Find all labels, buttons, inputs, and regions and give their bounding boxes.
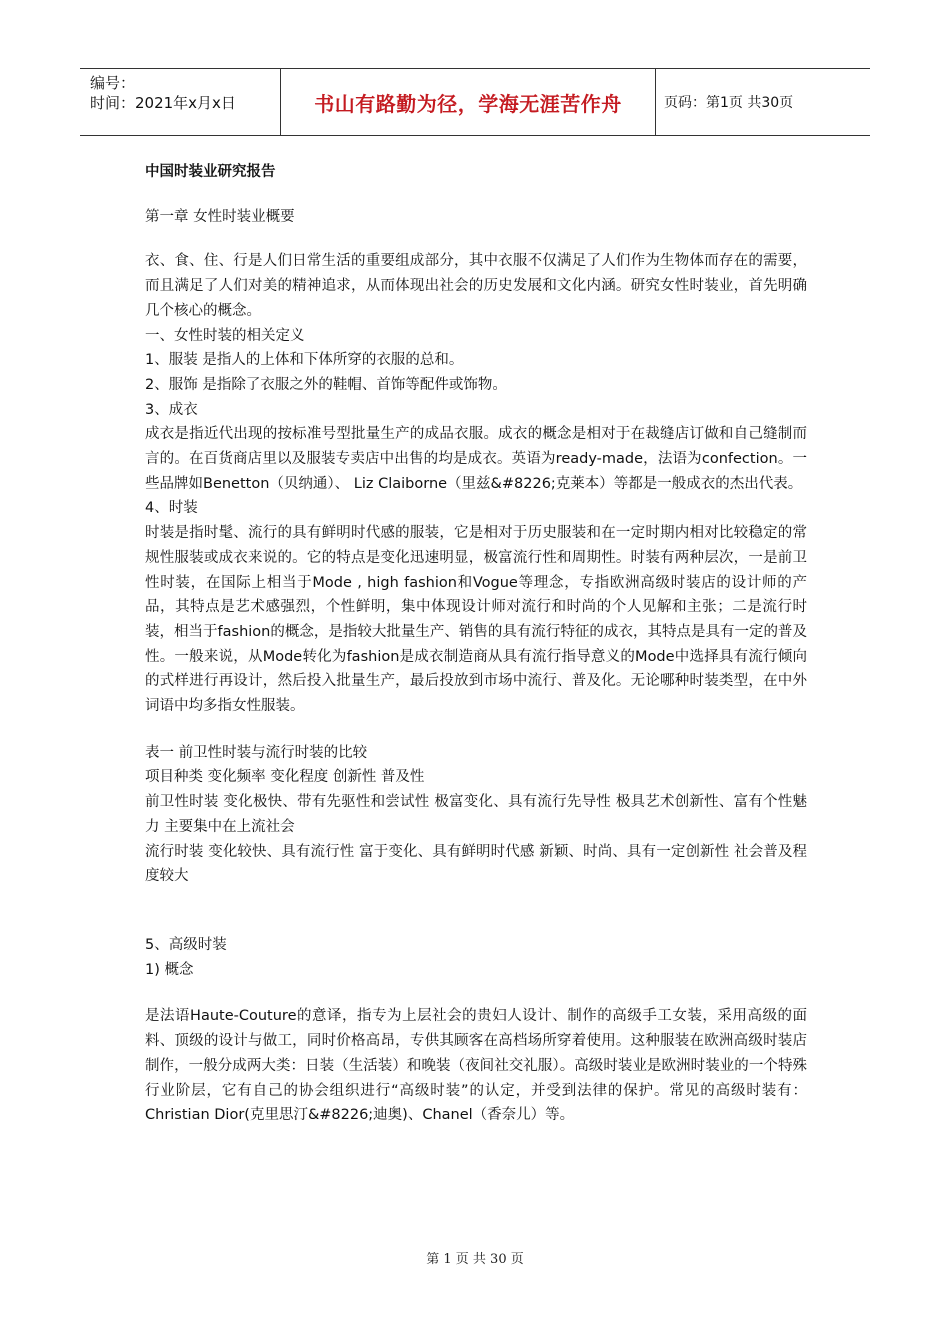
- item-4-heading: 4、时装: [145, 500, 198, 517]
- table-title: 表一 前卫性时装与流行时装的比较: [145, 744, 368, 761]
- item-1: 1、服装 是指人的上体和下体所穿的衣服的总和。: [145, 352, 464, 369]
- section-heading: 一、女性时装的相关定义: [145, 327, 305, 344]
- item-2: 2、服饰 是指除了衣服之外的鞋帽、首饰等配件或饰物。: [145, 376, 507, 393]
- header-motto-cell: [281, 69, 656, 135]
- item-5-heading: 5、高级时装: [145, 936, 227, 953]
- item-5-subheading: 1) 概念: [145, 961, 194, 978]
- page-footer: 第 1 页 共 30 页: [426, 1252, 524, 1267]
- serial-label: 编号：: [90, 74, 136, 92]
- item-4-paragraph: 时装是指时髦、流行的具有鲜明时代感的服装，它是相对于历史服装和在一定时期内相对比较稳定的常规性服装或成衣来说的。它的特点是变化迅速明显，极富流行性和周期性。时装有两种层次，一是前卫性时装，在国际上相当于Mode , high fashion和Vogue等理念，专指欧洲高级时装店的设计师的产品，其特点是艺术感强烈，个性鲜明，集中体现设计师对流行和时尚的个人见解和主张；二是流行时装，相当于fashion的概念，是指较大批量生产、销售的具有流行特征的成衣，其特点是具有一定的普及性。一般来说，从Mode转化为fashion是成衣制造商从具有流行指导意义的Mode中选择具有流行倾向的式样进行再设计，然后投入批量生产，最后投放到市场中流行、普及化。无论哪种时装类型，在中外词语中均多指女性服装。: [145, 525, 807, 715]
- table-row: 前卫性时装 变化极快、带有先驱性和尝试性 极富变化、具有流行先导性 极具艺术创新性、富有个性魅力 主要集中在上流社会: [145, 794, 807, 835]
- time-label: 时间：2021年x月x日: [90, 94, 236, 112]
- header-meta: [80, 69, 281, 135]
- intro-paragraph: 衣、食、住、行是人们日常生活的重要组成部分，其中衣服不仅满足了人们作为生物体而存在的需要，而且满足了人们对美的精神追求，从而体现出社会的历史发展和文化内涵。研究女性时装业，首先明确几个核心的概念。: [145, 253, 807, 319]
- report-title: 中国时装业研究报告: [145, 164, 276, 180]
- chapter-heading: 第一章 女性时装业概要: [145, 208, 295, 225]
- item-3-paragraph: 成衣是指近代出现的按标准号型批量生产的成品衣服。成衣的概念是相对于在裁缝店订做和自己缝制而言的。在百货商店里以及服装专卖店中出售的均是成衣。英语为ready-made，法语为confection。一些品牌如Benetton（贝纳通）、 Liz Claiborne（里兹&#8226;克莱本）等都是一般成衣的杰出代表。: [145, 426, 807, 492]
- document-body: [145, 160, 807, 1128]
- table-header-row: 项目种类 变化频率 变化程度 创新性 普及性: [145, 769, 425, 786]
- document-header: [80, 68, 870, 136]
- page-info: 页码：第1页 共30页: [664, 95, 794, 111]
- item-3-heading: 3、成衣: [145, 401, 198, 418]
- header-page-cell: [656, 69, 870, 135]
- item-5-paragraph: 是法语Haute-Couture的意译，指专为上层社会的贵妇人设计、制作的高级手工女装，采用高级的面料、顶级的设计与做工，同时价格高昂，专供其顾客在高档场所穿着使用。这种服装在欧洲高级时装店制作，一般分成两大类：日装（生活装）和晚装（夜间社交礼服）。高级时装业是欧洲时装业的一个特殊行业阶层，它有自己的协会组织进行“高级时装”的认定，并受到法律的保护。常见的高级时装有：Christian Dior(克里思汀&#8226;迪奥)、Chanel（香奈儿）等。: [145, 1008, 807, 1124]
- table-row: 流行时装 变化较快、具有流行性 富于变化、具有鲜明时代感 新颖、时尚、具有一定创新性 社会普及程度较大: [145, 843, 807, 885]
- motto: 书山有路勤为径，学海无涯苦作舟: [314, 91, 622, 116]
